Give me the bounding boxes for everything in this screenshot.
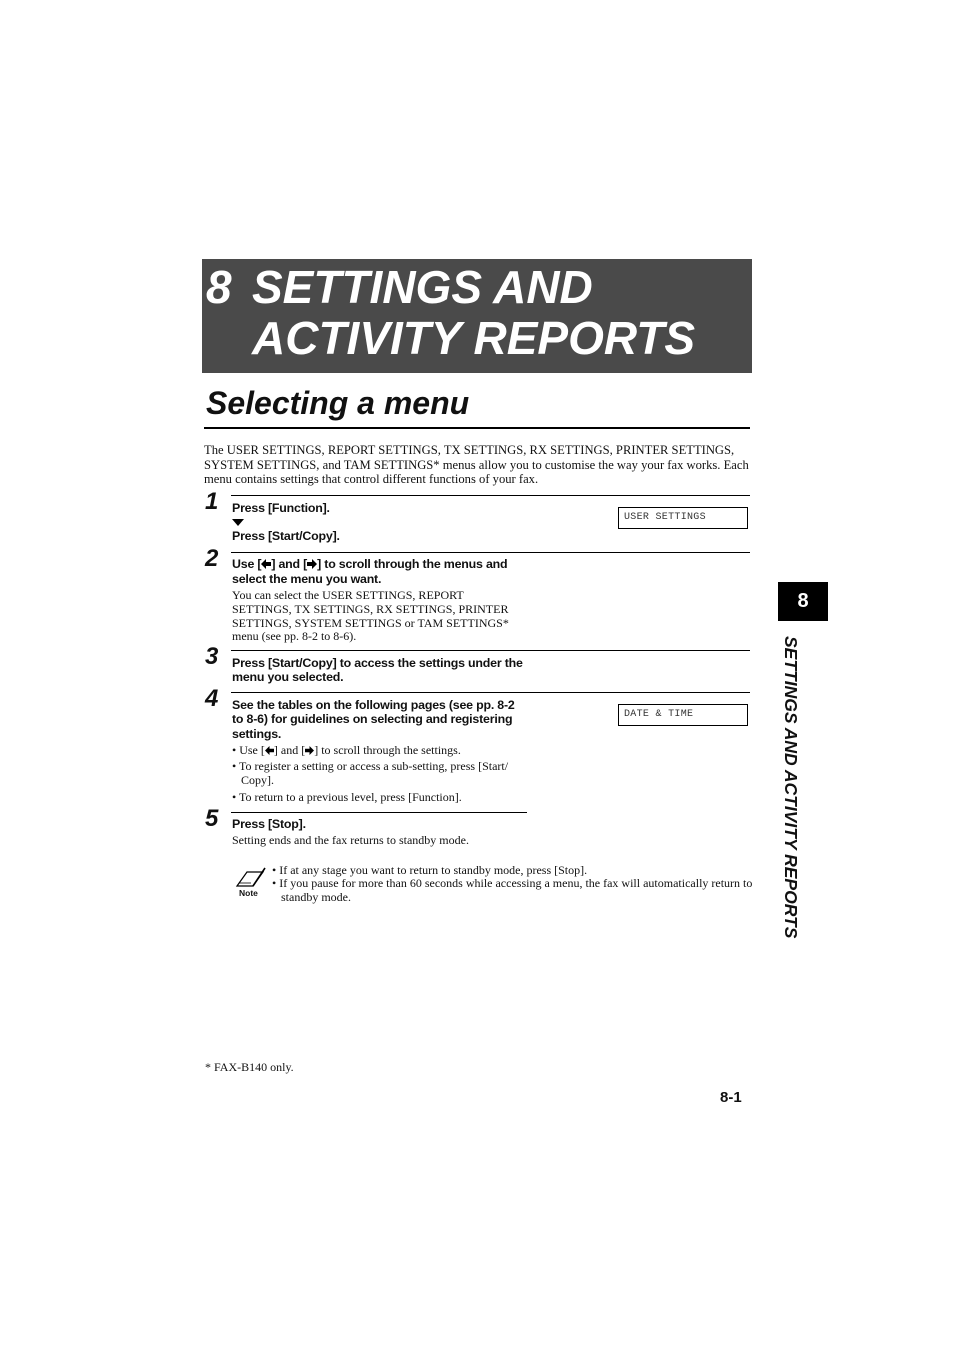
bullet-dot: • <box>232 759 239 773</box>
step-rule <box>231 650 750 651</box>
step-4-bullet-3 <box>232 791 462 805</box>
step-4-bullet-2-line1: To register a setting or access a sub-setting, press [Start/ <box>238 759 509 773</box>
step-4-instruction-line1: See the tables on the following pages (see pp. 8-2 <box>232 698 515 712</box>
lcd-display-user-settings: USER SETTINGS <box>618 507 748 529</box>
step-5-body: Setting ends and the fax returns to standby mode. <box>232 833 469 847</box>
lcd-display-date-time: DATE & TIME <box>618 704 748 726</box>
note-bullet-1-text: If at any stage you want to return to standby mode, press [Stop]. <box>279 863 588 877</box>
intro-line: SYSTEM SETTINGS, and TAM SETTINGS* menus allow you to customise the way your fax works. Each <box>204 457 749 472</box>
step-1-instruction-b: Press [Start/Copy]. <box>232 529 340 543</box>
step-4-text: ] and [ <box>273 743 306 757</box>
step-number-1: 1 <box>205 488 219 515</box>
intro-line: The USER SETTINGS, REPORT SETTINGS, TX SETTINGS, RX SETTINGS, PRINTER SETTINGS, <box>204 443 735 457</box>
chapter-title-line1: SETTINGS AND <box>252 261 593 313</box>
step-2-text: ] and [ <box>271 557 308 571</box>
side-tab-label <box>778 636 802 986</box>
section-title: Selecting a menu <box>206 385 470 421</box>
step-3-instruction-line1: Press [Start/Copy] to access the settings under the <box>232 656 523 670</box>
intro-line: menu contains settings that control different functions of your fax. <box>204 472 539 486</box>
step-2-text: Use [ <box>232 557 262 571</box>
step-number-3: 3 <box>205 643 219 670</box>
step-4-text: Use [ <box>239 743 265 757</box>
step-2-body <box>232 589 509 644</box>
step-number-5: 5 <box>205 805 219 832</box>
left-arrow-key-icon <box>261 559 271 569</box>
right-arrow-key-icon <box>307 559 317 569</box>
step-4-instruction-line3: settings. <box>232 727 282 741</box>
step-2-body-line: You can select the USER SETTINGS, REPORT <box>232 588 464 602</box>
step-2-body-line: SETTINGS, TX SETTINGS, RX SETTINGS, PRINTER <box>232 601 509 616</box>
intro-paragraph <box>204 443 752 487</box>
chapter-title-line2: ACTIVITY REPORTS <box>252 312 696 364</box>
note-bullet-2-line1: If you pause for more than 60 seconds while accessing a menu, the fax will automatically return to <box>279 876 753 890</box>
step-rule <box>231 812 527 813</box>
step-4-bullet-2 <box>232 760 508 788</box>
bullet-dot: • <box>232 743 240 757</box>
step-4-bullet-3-text: To return to a previous level, press [Function]. <box>238 790 462 804</box>
step-4-bullet-1 <box>232 744 461 758</box>
step-rule <box>231 552 750 553</box>
step-1-instruction-a: Press [Function]. <box>232 501 330 515</box>
step-3-instruction-line2: menu you selected. <box>232 670 344 684</box>
step-5-instruction: Press [Stop]. <box>232 817 306 831</box>
note-pencil-icon <box>233 866 267 902</box>
page-number: 8-1 <box>720 1089 742 1106</box>
step-2-body-line: SETTINGS, SYSTEM SETTINGS or TAM SETTINGS* <box>232 615 509 630</box>
chapter-number: 8 <box>206 261 232 313</box>
side-tab-label-text: SETTINGS AND ACTIVITY REPORTS <box>781 636 801 939</box>
step-number-4: 4 <box>205 685 219 712</box>
step-4-instruction-line2: to 8-6) for guidelines on selecting and registering <box>232 712 513 726</box>
note-label: Note <box>239 888 258 898</box>
note-bullet-2 <box>272 877 752 905</box>
step-rule <box>231 692 750 693</box>
right-arrow-key-icon <box>305 746 314 755</box>
bullet-dot: • <box>232 790 239 804</box>
step-number-2: 2 <box>205 545 219 572</box>
note-bullet-2-line2: standby mode. <box>281 889 351 904</box>
step-2-body-line: menu (see pp. 8-2 to 8-6). <box>232 629 357 644</box>
step-2-instruction-line2: select the menu you want. <box>232 572 382 586</box>
down-arrow-icon <box>232 519 244 526</box>
step-4-bullet-2-line2: Copy]. <box>241 772 274 787</box>
footnote: * FAX-B140 only. <box>205 1060 294 1074</box>
chapter-tab: 8 <box>778 582 828 621</box>
left-arrow-key-icon <box>265 746 274 755</box>
section-title-rule <box>204 427 750 429</box>
step-2-text: ] to scroll through the menus and <box>317 557 508 571</box>
step-2-instruction-line1 <box>232 557 507 572</box>
bullet-dot: • <box>272 863 280 877</box>
step-rule <box>231 495 750 496</box>
step-4-text: ] to scroll through the settings. <box>314 743 461 757</box>
bullet-dot: • <box>272 876 280 890</box>
